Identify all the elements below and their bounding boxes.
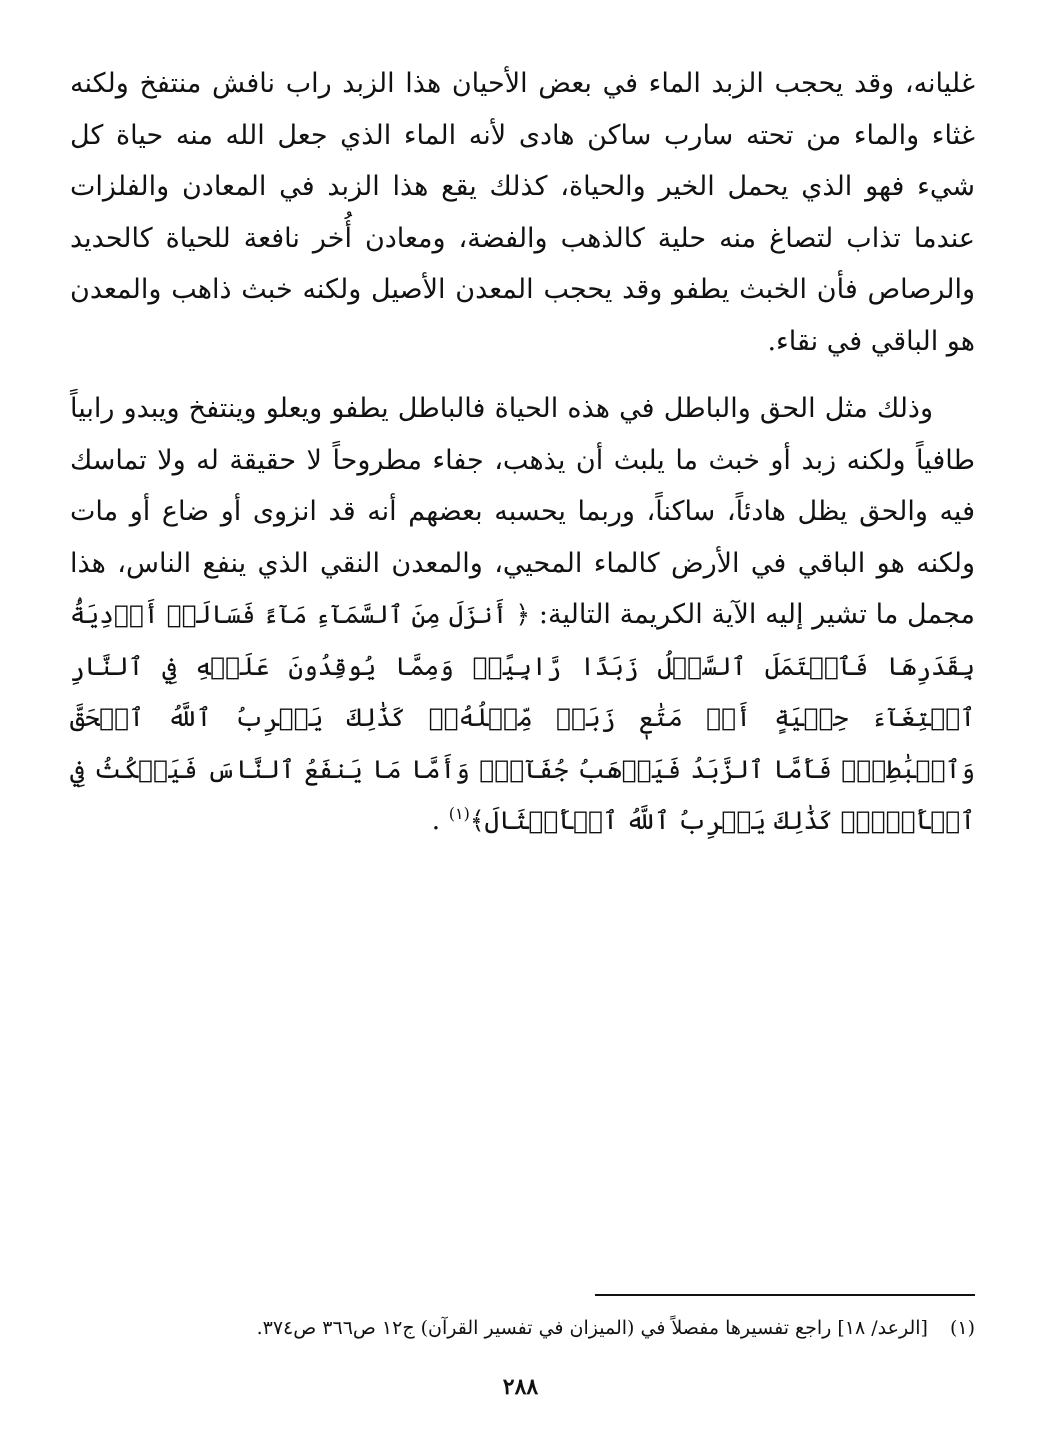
footnote-text: [الرعد/ ١٨] راجع تفسيرها مفصلاً في (الميزان في تفسير القرآن) ج١٢ ص٣٦٦ ص٣٧٤.: [256, 1317, 928, 1339]
quran-verse: ﴿ أَنزَلَ مِنَ ٱلسَّمَآءِ مَآءً فَسَالَتۡ أَوۡدِيَةُۢ بِقَدَرِهَا فَٱحۡتَمَلَ ٱلسَّيۡلُ زَبَدًا رَّابِيًاۖ وَمِمَّا يُوقِدُونَ عَلَيۡهِ فِي ٱلنَّارِ ٱبۡتِغَآءَ حِلۡيَةٍ أَوۡ مَتَٰعٖ زَبَدٞ مِّثۡلُهُۥۚ كَذَٰلِكَ يَضۡرِبُ ٱللَّهُ ٱلۡحَقَّ وَٱلۡبَٰطِلَۚ فَأَمَّا ٱلزَّبَدُ فَيَذۡهَبُ جُفَآءٗۖ وَأَمَّا مَا يَنفَعُ ٱلنَّاسَ فَيَمۡكُثُ فِي ٱلۡأَرۡضِۚ كَذَٰلِكَ يَضۡرِبُ ٱللَّهُ ٱلۡأَمۡثَالَ﴾: [70, 600, 975, 835]
page-number: ٢٨٨: [502, 1374, 539, 1400]
footnote: [70, 1312, 975, 1344]
paragraph-1: غليانه، وقد يحجب الزبد الماء في بعض الأحيان هذا الزبد راب نافش منتفخ ولكنه غثاء والماء من تحته سارب ساكن هادى لأنه الماء الذي جعل الله منه حياة كل شيء فهو الذي يحمل الخير والحياة، كذلك يقع هذا الزبد في المعادن والفلزات عندما تذاب لتصاغ منه حلية كالذهب والفضة، ومعادن أُخر نافعة للحياة كالحديد والرصاص فأن الخبث يطفو وقد يحجب المعدن الأصيل ولكنه خبث ذاهب والمعدن هو الباقي في نقاء.: [70, 68, 975, 357]
footnote-divider: [595, 1294, 975, 1296]
main-text: [70, 58, 975, 847]
footnote-number: (١): [949, 1317, 975, 1339]
paragraph-2: [70, 383, 975, 847]
footnote-reference: (١): [448, 804, 470, 823]
paragraph-2-text: وذلك مثل الحق والباطل في هذه الحياة فالباطل يطفو ويعلو وينتفخ ويبدو رابياً طافياً ولكنه زبد أو خبث ما يلبث أن يذهب، جفاء مطروحاً لا حقيقة له ولا تماسك فيه والحق يظل هادئاً، ساكناً، وربما يحسبه بعضهم أنه قد انزوى أو ضاع أو مات ولكنه هو الباقي في الأرض كالماء المحيي، والمعدن النقي الذي ينفع الناس، هذا مجمل ما تشير إليه الآية الكريمة التالية:: [70, 393, 975, 630]
paragraph-2-end: .: [431, 805, 441, 836]
